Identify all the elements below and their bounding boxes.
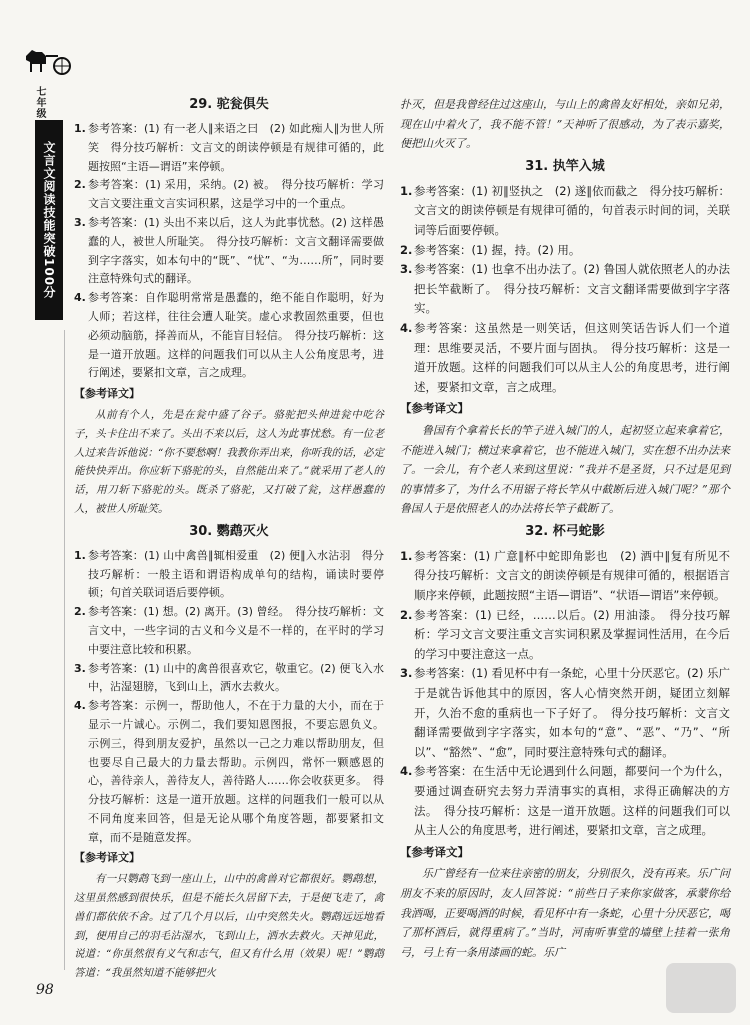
answer-text: 参考答案：(1) 握，持。(2) 用。 [414, 242, 581, 257]
answer-item [400, 762, 730, 840]
answer-text: 参考答案：(1) 头出不来以后，这人为此事忧愁。(2) 这样愚蠢的人，被世人所耻笑。 得分技巧解析：文言文翻译需要做到字字落实，如本句中的“既”、“忧”、“为……所”，同时要注意特殊句式的翻译。 [88, 215, 384, 286]
answer-item [74, 660, 384, 698]
answer-text: 参考答案：(1) 有一老人∥来语之曰 (2) 如此痴人∥为世人所笑 得分技巧解析：文言文的朗读停顿是有规律可循的，此题按照“主语—谓语”来停顿。 [88, 122, 384, 173]
answer-item [74, 214, 384, 289]
answer-number: 2. [400, 607, 413, 622]
answer-number: 1. [400, 548, 413, 563]
reference-translation: 乐广曾经有一位来往亲密的朋友，分别很久，没有再来。乐广问朋友不来的原因时，友人回答说：“前些日子来你家做客，承蒙你给我酒喝，正要喝酒的时候，看见杯中有一条蛇，心里十分厌恶它，喝了那杯酒后，就得重病了。”当时，河南听事堂的墙壁上挂着一张角弓，弓上有一条用漆画的蛇。乐广 [400, 867, 730, 959]
answer-item [400, 319, 730, 397]
reference-translation: 从前有个人，先是在瓮中盛了谷子。骆驼把头伸进瓮中吃谷子，头卡住出不来了。头出不来以后，这人为此事忧愁。有一位老人过来告诉他说：“你不要愁啊！我教你弄出来，你听我的话，必定能快快弄出。你应斩下骆驼的头，自然能出来了。”就采用了老人的话，用刀斩下骆驼的头。既杀了骆驼，又打破了瓮，这样愚蠢的人，被世人所耻笑。 [74, 408, 384, 515]
answer-text: 参考答案：(1) 也拿不出办法了。(2) 鲁国人就依照老人的办法把长竿截断了。 得分技巧解析：文言文翻译需要做到字字落实。 [414, 262, 730, 316]
answer-item [74, 697, 384, 847]
answer-item [400, 664, 730, 762]
answer-text: 参考答案：(1) 山中的禽兽很喜欢它，敬重它。(2) 便飞入水中，沾湿翅膀，飞到山上，洒水去救火。 [88, 661, 384, 694]
reference-translation: 鲁国有个拿着长长的竿子进入城门的人，起初竖立起来拿着它，不能进入城门；横过来拿着它，也不能进入城门，实在想不出办法来了。一会儿，有个老人来到这里说：“我并不是圣贤，只不过是见到的事情多了，为什么不用锯子将长竿从中截断后进入城门呢？”那个鲁国人于是依照老人的办法将长竿子截断了。 [400, 423, 730, 516]
section-title-29: 29. 驼瓮俱失 [189, 97, 269, 112]
answer-text: 参考答案：(1) 广意∥杯中蛇即角影也 (2) 酒中∥复有所见不 得分技巧解析：文言文的朗读停顿是有规律可循的，根据语言顺序来停顿，此题按照“主语—谓语”、“状语—谓语”来停顿。 [414, 548, 742, 603]
answer-item [400, 260, 730, 319]
answer-item [74, 547, 384, 603]
answer-number: 1. [400, 183, 413, 198]
margin-divider [64, 330, 65, 970]
answer-number: 4. [74, 699, 86, 713]
book-title-banner: 文言文阅读技能突破100分 [35, 120, 63, 320]
answer-number: 3. [74, 661, 86, 675]
section-title-31: 31. 执竿入城 [525, 158, 605, 174]
answer-number: 4. [400, 320, 413, 335]
watermark-logo-icon [666, 963, 736, 1013]
answer-number: 4. [400, 764, 413, 779]
answer-item [74, 176, 384, 214]
answer-text: 参考答案：(1) 想。(2) 离开。(3) 曾经。 得分技巧解析：文言文中，一些字词的古义和今义是不一样的，在平时的学习中要注意比较和积累。 [88, 605, 384, 656]
answer-item [400, 547, 742, 606]
answer-number: 3. [400, 262, 413, 277]
reference-translation: 有一只鹦鹉飞到一座山上，山中的禽兽对它都很好。鹦鹉想，这里虽然感到很快乐，但是不能长久居留下去，于是便飞走了，禽兽们都依依不舍。过了几个月以后，山中突然失火。鹦鹉远远地看到，便用自己的羽毛沾湿水，飞到山上，洒水去救火。天神见此，说道：“你虽然很有义气和志气，但又有什么用（效果）呢！”鹦鹉答道：“我虽然知道不能够把火 [74, 873, 384, 980]
translation-continued: 扑灭，但是我曾经住过这座山，与山上的禽兽友好相处，亲如兄弟，现在山中着火了，我不能不管！”天神听了很感动，为了表示嘉奖，便把山火灭了。 [400, 98, 730, 151]
answer-item [74, 603, 384, 659]
answer-number: 2. [74, 605, 86, 619]
answer-item [400, 182, 730, 241]
answer-number: 2. [74, 178, 86, 192]
reference-translation-heading: 【参考译文】 [74, 851, 140, 865]
section-title-32: 32. 杯弓蛇影 [525, 523, 605, 539]
answer-number: 3. [400, 666, 413, 681]
answer-number: 1. [74, 548, 86, 562]
answer-text: 参考答案：自作聪明常常是愚蠢的，绝不能自作聪明，好为人师；若这样，往往会遭人耻笑。虚心求教固然重要，但也必须动脑筋，择善而从，不能盲目轻信。 得分技巧解析：这是一道开放题。这样的问题我们可以从主人公角度思考，进行阐述，要紧扣文章，言之成理。 [88, 291, 384, 380]
answer-item [74, 289, 384, 383]
answer-text: 参考答案：(1) 采用，采纳。(2) 被。 得分技巧解析：学习文言文要注重文言实词积累，这是学习中的一个重点。 [88, 178, 384, 211]
answer-text: 参考答案：这虽然是一则笑话，但这则笑话告诉人们一个道理：思维要灵活，不要片面与固执。 得分技巧解析：这是一道开放题。这样的问题我们可以从主人公的角度思考，进行阐述，要紧扣文章，言之成理。 [414, 320, 730, 394]
sidebar [0, 0, 70, 1025]
right-column [400, 95, 742, 962]
answer-number: 2. [400, 242, 413, 257]
answer-item [400, 606, 730, 665]
answer-text: 参考答案：(1) 初∥竖执之 (2) 遂∥依而截之 得分技巧解析：文言文的朗读停顿是有规律可循的，句首表示时间的词，关联词等后面要停顿。 [414, 183, 730, 237]
answer-text: 参考答案：在生活中无论遇到什么问题，都要问一个为什么，要通过调查研究去努力弄清事实的真相，求得正确解决的方法。 得分技巧解析：这是一道开放题。这样的问题我们可以从主人公的角度思考，进行阐述，要紧扣文章，言之成理。 [414, 764, 730, 838]
horse-cart-logo-icon [22, 38, 72, 78]
answer-item [74, 120, 384, 176]
reference-translation-heading: 【参考译文】 [400, 401, 469, 416]
answer-number: 4. [74, 291, 86, 305]
page-number: 98 [36, 982, 54, 998]
answer-item [400, 241, 730, 261]
reference-translation-heading: 【参考译文】 [74, 387, 140, 401]
answer-text: 参考答案：(1) 山中禽兽∥辄相爱重 (2) 便∥入水沾羽 得分技巧解析：一般主语和谓语构成单句的结构，诵读时要停顿；句首关联词语后要停顿。 [88, 548, 384, 600]
answer-text: 参考答案：示例一，帮助他人，不在于力量的大小，而在于显示一片诚心。示例二，我们要知恩图报，不要忘恩负义。示例三，得到朋友爱护，虽然以一己之力难以帮助朋友，但也要尽自己最大的力量去帮助。示例四，常怀一颗感恩的心，善待亲人，善待友人，善待路人……你会收获更多。 得分技巧解析：这是一道开放题。这样的问题我们一般可以从不同角度来回答，但是无论从哪个角度答题，都要紧扣文章，而不是随意发挥。 [88, 699, 384, 844]
answer-text: 参考答案：(1) 已经，……以后。(2) 用油漆。 得分技巧解析：学习文言文要注重文言实词积累及掌握词性活用，在今后的学习中要注意这一点。 [414, 607, 730, 661]
grade-label: 七年级 [34, 86, 45, 119]
reference-translation-heading: 【参考译文】 [400, 844, 469, 859]
answer-number: 1. [74, 122, 86, 135]
left-column [74, 92, 384, 983]
section-title-30: 30. 鹦鹉灭火 [189, 523, 269, 539]
answer-number: 3. [74, 215, 86, 229]
answer-text: 参考答案：(1) 看见杯中有一条蛇，心里十分厌恶它。(2) 乐广于是就告诉他其中的原因，客人心情突然开朗，疑团立刻解开，久治不愈的重病也一下子好了。 得分技巧解析：文言文翻译需要做到字字落实，如本句的“意”、“恶”、“乃”、“所以”、“豁然”、“愈”，同时要注意特殊句式的翻译。 [414, 666, 730, 759]
